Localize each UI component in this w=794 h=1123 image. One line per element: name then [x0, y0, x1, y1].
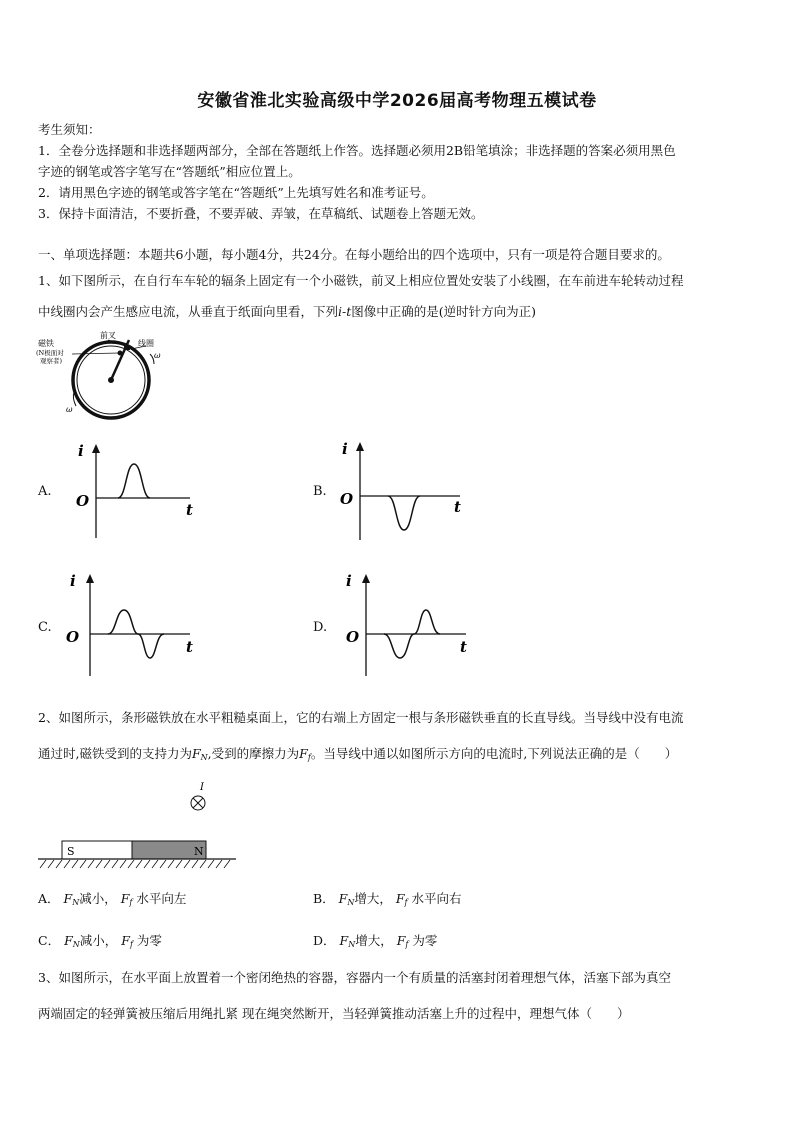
omega-label: ω — [66, 405, 73, 414]
svg-text:t: t — [460, 638, 467, 656]
notice-item: 字迹的钢笔或答字笔写在“答题纸”相应位置上。 — [38, 164, 301, 179]
svg-text:t: t — [186, 638, 193, 656]
svg-text:S: S — [67, 845, 75, 858]
option-c-letter[interactable]: C. — [38, 620, 52, 635]
question-3-text: 两端固定的轻弹簧被压缩后用绳扎紧 现在绳突然断开，当轻弹簧推动活塞上升的过程中，理想气体（ ） — [38, 1006, 630, 1021]
option-d-graph[interactable] — [340, 568, 480, 680]
notice-item: 1．全卷分选择题和非选择题两部分，全部在答题纸上作答。选择题必须用2B铅笔填涂；非选择题的答案必须用黑色 — [38, 143, 676, 158]
svg-text:i: i — [78, 442, 84, 460]
magnet-note: 观察者) — [40, 357, 63, 365]
magnet-wire-figure — [36, 778, 241, 870]
current-pulse — [388, 496, 420, 530]
question-3-text: 3、如图所示，在水平面上放置着一个密闭绝热的容器，容器内一个有质量的活塞封闭着理想气体，活塞下部为真空 — [38, 970, 671, 985]
svg-text:i: i — [70, 572, 76, 590]
svg-text:O: O — [76, 492, 90, 510]
q2-option-a[interactable]: A． $F_N$减小， $F_f$ 水平向左 — [38, 891, 187, 907]
wheel-figure — [36, 328, 166, 420]
section-heading: 一、单项选择题：本题共6小题，每小题4分，共24分。在每小题给出的四个选项中，只有一项是符合题目要求的。 — [38, 247, 670, 262]
coil-label: 线圈 — [138, 339, 154, 348]
option-b-graph[interactable] — [334, 436, 474, 546]
question-2-text: 通过时,磁铁受到的支持力为$F_N$,受到的摩擦力为$F_f$。当导线中通以如图所示方向的电流时,下列说法正确的是（ ） — [38, 746, 678, 762]
current-pulse — [118, 464, 150, 498]
fork-label: 前叉 — [100, 331, 116, 340]
option-a-letter[interactable]: A. — [38, 484, 52, 499]
svg-text:t: t — [454, 498, 461, 516]
q2-option-d[interactable]: D． $F_N$增大， $F_f$ 为零 — [313, 933, 438, 949]
svg-text:O: O — [346, 628, 360, 646]
option-a-graph[interactable] — [68, 438, 208, 548]
magnet-note: (N极面对 — [36, 349, 64, 357]
notice-item: 3．保持卡面清洁，不要折叠，不要弄破、弄皱，在草稿纸、试题卷上答题无效。 — [38, 206, 484, 221]
question-1-text: 中线圈内会产生感应电流，从垂直于纸面向里看，下列i-t图像中正确的是(逆时针方向为正) — [38, 304, 537, 319]
option-d-letter[interactable]: D. — [313, 620, 328, 635]
question-2-text: 2、如图所示，条形磁铁放在水平粗糙桌面上，它的右端上方固定一根与条形磁铁垂直的长直导线。当导线中没有电流 — [38, 710, 684, 725]
q2-option-c[interactable]: C． $F_N$减小， $F_f$ 为零 — [38, 933, 162, 949]
svg-text:N: N — [194, 845, 204, 858]
svg-text:t: t — [186, 501, 193, 519]
notice-heading: 考生须知： — [38, 122, 101, 137]
option-c-graph[interactable] — [64, 568, 204, 680]
svg-text:i: i — [342, 440, 348, 458]
page-title: 安徽省淮北实验高级中学2026届高考物理五模试卷 — [197, 91, 597, 111]
omega-label: ω — [154, 351, 161, 360]
current-label: I — [200, 782, 204, 793]
question-1-text: 1、如下图所示，在自行车车轮的辐条上固定有一个小磁铁，前叉上相应位置处安装了小线圈，在车前进车轮转动过程 — [38, 273, 684, 288]
q2-option-b[interactable]: B． $F_N$增大， $F_f$ 水平向右 — [313, 891, 462, 907]
option-b-letter[interactable]: B. — [313, 484, 327, 499]
notice-item: 2．请用黑色字迹的钢笔或答字笔在“答题纸”上先填写姓名和准考证号。 — [38, 185, 434, 200]
magnet-label: 磁铁 — [38, 339, 54, 348]
svg-text:O: O — [66, 628, 80, 646]
hub — [108, 377, 114, 383]
svg-text:i: i — [346, 572, 352, 590]
svg-text:O: O — [340, 490, 354, 508]
coil-mark — [124, 346, 130, 350]
